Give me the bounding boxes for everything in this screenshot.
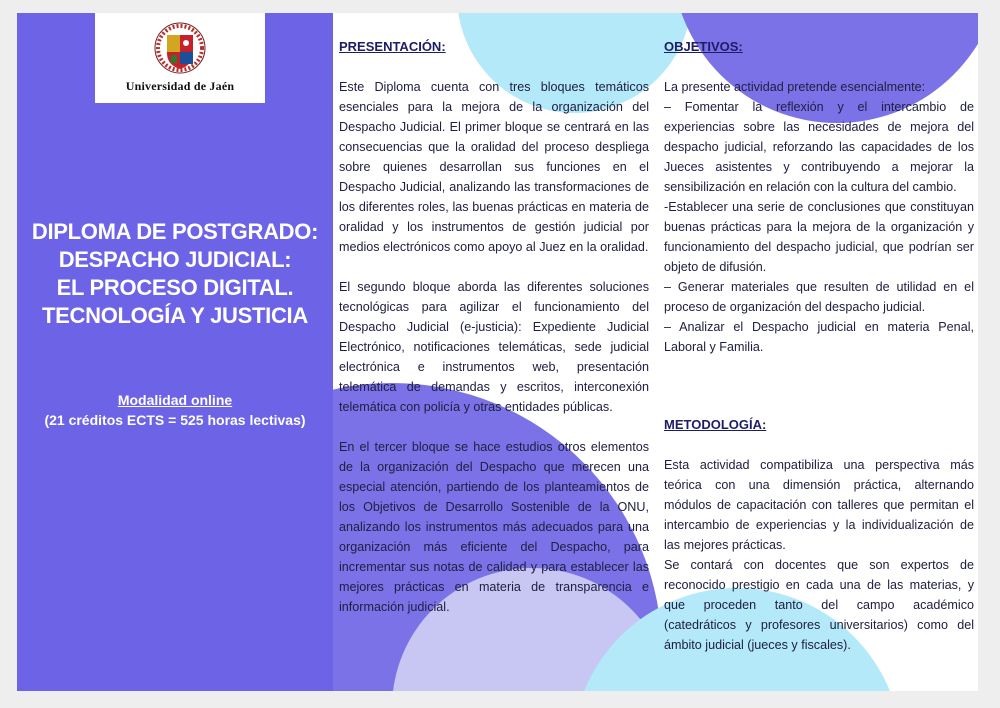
presentacion-paragraph: Este Diploma cuenta con tres bloques temáticos esenciales para la mejora de la organización del Despacho Judicial. El primer bloque se centrará en las consecuencias que la oralidad del proceso despliega sobre quienes desarrollan sus funciones en el Despacho Judicial, analizando las transformaciones de los diferentes roles, las buenas prácticas en materia de oralidad y los instrumentos de gestión judicial por medios electrónicos como apoyo al Juez en la oralidad.	[339, 80, 649, 254]
metodologia-paragraph: Se contará con docentes que son expertos de reconocido prestigio en cada una de las materias, y que proceden tanto del campo académico (catedráticos y profesores universitarios) como del ámbito judicial (jueces y fiscales).	[664, 558, 974, 652]
title-line: DESPACHO JUDICIAL:	[58, 247, 292, 272]
title-line: EL PROCESO DIGITAL.	[56, 275, 294, 300]
objetivos-item: -Establecer una serie de conclusiones que constituyan buenas prácticas para la mejora de la organización y funcionamiento del despacho judicial, que podrían ser objeto de difusión.	[664, 200, 974, 274]
objetivos-item: – Analizar el Despacho judicial en materia Penal, Laboral y Familia.	[664, 320, 974, 354]
title-line: DIPLOMA DE POSTGRADO:	[31, 219, 319, 244]
presentacion-paragraph: El segundo bloque aborda las diferentes soluciones tecnológicas para agilizar el funcionamiento del Despacho Judicial (e-justicia): Expediente Judicial Electrónico, notificaciones telemáticas, sede judicial electrónica e instrumentos web, presentación telemática de demandas y escritos, interconexión telemática con policía y otras entidades públicas.	[339, 280, 649, 414]
objetivos-item: – Generar materiales que resulten de utilidad en el proceso de organización del despacho judicial.	[664, 280, 974, 314]
modality-label: Modalidad online	[117, 392, 233, 408]
metodologia-paragraph: Esta actividad compatibiliza una perspectiva más teórica con una dimensión práctica, alternando módulos de capacitación con talleres que permitan el intercambio de experiencias y la individualización de las mejores prácticas.	[664, 458, 974, 552]
objetivos-item: – Fomentar la reflexión y el intercambio de experiencias sobre las necesidades de mejora del despacho judicial, reforzando las capacidades de los Jueces asistentes y contribuyendo a mejorar la sensibilización en relación con la cultura del cambio.	[664, 100, 974, 194]
objetivos-intro: La presente actividad pretende esencialmente:	[664, 80, 926, 94]
title-line: TECNOLOGÍA Y JUSTICIA	[42, 303, 308, 328]
objetivos-section	[664, 37, 974, 357]
presentacion-section	[339, 37, 649, 617]
diploma-title	[17, 218, 333, 330]
presentacion-paragraph: En el tercer bloque se hace estudios otros elementos de la organización del Despacho que merecen una especial atención, partiendo de los planteamientos de los Objetivos de Desarrollo Sostenible de la ONU, analizando los instrumentos más adecuados para una organización más eficiente del Despacho, para incrementar sus notas de calidad y para establecer las mejores prácticas en materia de transparencia e información judicial.	[339, 440, 649, 614]
metodologia-heading: METODOLOGÍA:	[664, 417, 767, 432]
credits-label: (21 créditos ECTS = 525 horas lectivas)	[44, 412, 306, 428]
university-crest-icon	[153, 19, 207, 77]
objetivos-heading: OBJETIVOS:	[664, 39, 743, 54]
left-panel	[17, 13, 333, 691]
university-name: Universidad de Jaén	[125, 79, 235, 93]
presentacion-heading: PRESENTACIÓN:	[339, 39, 446, 54]
modality-block	[17, 390, 333, 430]
metodologia-section	[664, 415, 974, 655]
university-logo	[95, 13, 265, 103]
brochure-page	[17, 13, 978, 691]
